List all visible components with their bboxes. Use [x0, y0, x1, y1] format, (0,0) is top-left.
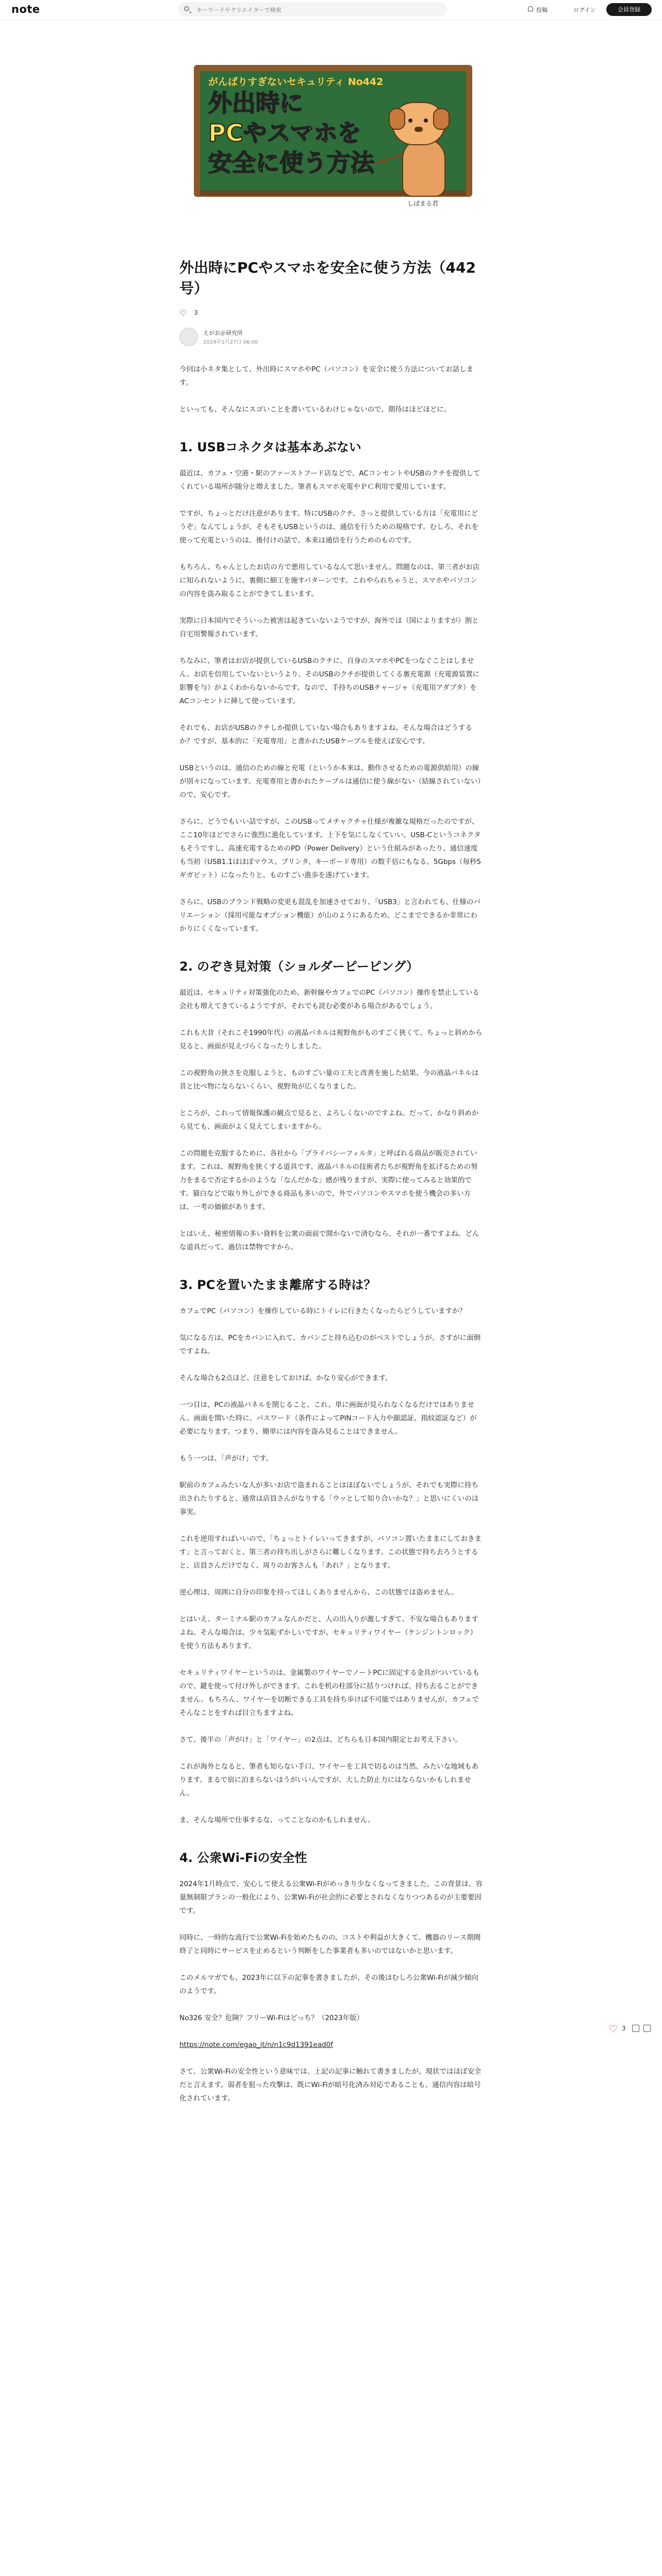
banner-line-2: PCやスマホを — [208, 119, 361, 147]
section-heading: 3. PCを置いたまま離席する時は？ — [179, 1278, 376, 1292]
section-paragraph: そんな場合も2点ほど、注意をしておけば、かなり安心ができます。 — [179, 1374, 392, 1382]
section-heading: 2. のぞき見対策（ショルダーピーピング） — [179, 959, 419, 974]
banner-line-3: 安全に使う方法 — [208, 149, 374, 177]
like-count: 3 — [194, 309, 198, 316]
section-paragraph: 逆心理は、周囲に自分の印象を持ってほしくありませんから、この状態では盗めません。 — [179, 1588, 458, 1597]
mascot-ear — [433, 108, 450, 130]
intro-paragraph: といっても、そんなにスゴいことを書いているわけじゃないので、期待はほどほどに。 — [179, 405, 451, 414]
post-link[interactable]: 投稿 — [536, 7, 548, 13]
search-input[interactable] — [195, 5, 440, 15]
mascot-nose — [415, 127, 423, 132]
like-heart-icon[interactable]: ♡ — [179, 308, 187, 318]
article-body — [179, 258, 483, 2119]
section-paragraph: この視野角の狭さを克服しようと、ものすごい量の工夫と改善を施した結果、今の液晶パネルは昔と比べ物にならないくらい、視野角が広くなりました。 — [179, 1069, 479, 1091]
signup-button[interactable]: 会員登録 — [606, 3, 652, 16]
section-paragraph: さて、後半の「声がけ」と「ワイヤー」の2点は、どちらも日本国内限定とお考え下さい。 — [179, 1736, 462, 1744]
section-paragraph: さらに、USBのブランド戦略の変更も混乱を加速させており、「USB3」と言われても、仕様のバリエーション（採用可能なオプション機能）が山のようにあるため、どこまでできるか非常にわかりにくくなっています。 — [179, 898, 481, 933]
section-paragraph: 一つ目は、PCの液晶パネルを閉じること。これ、単に画面が見られなくなるだけではありません。画面を開いた時に、パスワード（条件によってPINコード入力や顔認証、指紋認証など）が必要になります。つまり、簡単には内容を盗み見ることはできません。 — [179, 1401, 477, 1436]
section-paragraph: USBというのは、通信のための線と充電（というか本来は、動作させるための電源供給用）の線が別々になっています。充電専用と書かれたケーブルは通信に使う線がない（結線されていない）ので、安心です。 — [179, 764, 481, 799]
section-paragraph: もちろん、ちゃんとしたお店の方で悪用しているなんて思いません。問題なのは、第三者がお店に知られないように、裏側に細工を施すパターンです。これやられちゃうと、スマホやパソコンの内容を盗み取ることができてしまいます。 — [179, 563, 480, 598]
login-link[interactable]: ログイン — [573, 7, 596, 13]
section-paragraph: これが海外となると、筆者も知らない手口、ワイヤーを工具で切るのは当然、みたいな地域もあります。まるで宿に泊まらないほうがいいんですが、大した防止力にはならないかもしれません。 — [179, 1762, 479, 1798]
search-icon — [184, 6, 189, 11]
section-heading: 4. 公衆Wi-Fiの安全性 — [179, 1851, 307, 1865]
section-paragraph: ちなみに、筆者はお店が提供しているUSBのクチに、自身のスマホやPCをつなぐことはしません。お店を信用していないというより、そのUSBのクチが提供してくる裏充電源（充電源装置に影響を与）がよくわからないからです。なので、手持ちのUSBチャージャ（充電用アダプタ）をACコンセントに挿して使っています。 — [179, 657, 480, 705]
section-paragraph: このメルマガでも、2023年に以下の記事を書きましたが、その後はむしろ公衆Wi-Fiが減少傾向のようです。 — [179, 1974, 478, 1995]
section-paragraph: ですが、ちょっとだけ注意があります。特にUSBのクチ。さっと提供している方は「充電用にどうぞ」なんてしょうが、そもそもUSBというのは、通信を行うための規格です。むしろ、それを使って充電というのは、後付けの話で、本来は通信を行うためのものです。 — [179, 510, 479, 545]
section-heading: 1. USBコネクタは基本あぶない — [179, 440, 361, 454]
mascot-eye — [424, 118, 428, 123]
section-paragraph: カフェでPC（パソコン）を操作している時にトイレに行きたくなったらどうしていますか？ — [179, 1307, 466, 1315]
mascot-ear — [389, 108, 405, 130]
section-paragraph: ま、そんな場所で仕事するな、ってことなのかもしれません。 — [179, 1816, 375, 1824]
section-paragraph: 実際に日本国内でそういった被害は起きていないようですが、海外では（国によりますが）割と自宅用警報されています。 — [179, 617, 479, 638]
banner-subtitle: がんばりすぎないセキュリティ No442 — [208, 76, 384, 88]
section-paragraph: さらに、どうでもいい話ですが、このUSBってメチャクチャ仕様が複雑な規格だったのですが、ここ10年ほどでさらに強烈に進化しています。上下を気にしなくていい、USB-Cというコネクタもそうですし、高速充電するためのPD（Power Delivery）という仕組みがあったり、通信速度も当初（USB1.1はほぼマウス、プリンタ、キーボード専用）の数千倍にもなる、5Gbps（毎秒5ギガビット）になったりと、ものすごい進歩を遂げています。 — [179, 818, 482, 879]
eyecatch-image — [191, 61, 474, 210]
mascot-eye — [408, 118, 412, 123]
section-paragraph: セキュリティワイヤーというのは、金属製のワイヤーでノートPCに固定する金具がついているもので、鍵を使って付け外しができます。これを机の柱部分に括りつければ、持ち去ることができません。もちろん、ワイヤーを切断できる工具を持ち歩けば不可能ではありませんが、カフェでそんなことをすれば目立ちますよね。 — [179, 1669, 480, 1717]
article-link[interactable]: https://note.com/egao_it/n/n1c9d1391ead0f — [179, 2041, 333, 2049]
publish-date: 2024年1月27日 06:00 — [203, 340, 258, 345]
like-row — [179, 307, 483, 319]
section-paragraph: とはいえ、秘密情報の多い資料を公衆の面前で開かないで済むなら、それが一番ですよね。どんな道具だって、過信は禁物ですから。 — [179, 1230, 479, 1251]
mascot-body — [402, 138, 445, 197]
section-paragraph: これも大昔（それこそ1990年代）の液晶パネルは視野角がものすごく狭くて、ちょっと斜めから見ると、画面が見えづらくなったりしました。 — [179, 1029, 483, 1050]
avatar[interactable] — [179, 328, 198, 346]
top-navbar — [0, 0, 662, 20]
share-icon[interactable] — [643, 2025, 651, 2032]
article-title: 外出時にPCやスマホを安全に使う方法（442号） — [179, 259, 476, 297]
post-icon — [528, 6, 533, 11]
section-paragraph: 2024年1月時点で、安心して使える公衆Wi-Fiがめっきり少なくなってきました。この背景は、容量無制限プランの一般化により、公衆Wi-Fiが社会的に必要とされなくなりつつあるのが主要要因です。 — [179, 1880, 483, 1915]
section-paragraph: ところが、これって情報保護の観点で見ると、よろしくないのですよね。だって、かなり斜めから見ても、画面がよく見えてしまいますから。 — [179, 1109, 479, 1131]
section-paragraph: No326 安全？危険？フリーWi-Fiはどっち？（2023年版） — [179, 2014, 364, 2022]
comment-icon[interactable] — [632, 2025, 639, 2032]
section-paragraph: 同時に、一時的な流行で公衆Wi-Fiを始めたものの、コストや利益が大きくて、機器のリース期間終了と同時にサービスを止めるという判断をした事業者も多いのではないかと思います。 — [179, 1934, 481, 1955]
link-paragraph — [179, 2038, 483, 2052]
section-paragraph: これを逆用すればいいので、「ちょっとトイレいってきますが、パソコン置いたままにしておきます」と言っておくと、第三者の持ち出しがさらに難しくなります。この状態で持ち去ろうとすると、店員さんだけでなく、周りのお客さんも「あれ？」となります。 — [179, 1535, 482, 1570]
section-paragraph: この問題を克服するために、各社から「プライバシーフィルタ」と呼ばれる商品が販売されています。これは、視野角を狭くする道具です。液晶パネルの技術者たちが視野角を拡げるための努力をまるで否定するかのような「なんだかな」感が残りますが、実際に使ってみると効果的です。猫白などで取り外しができる商品も多いので、外でパソコンやスマホを使う機会の多い方は、一考の価値があります。 — [179, 1149, 478, 1211]
note-logo[interactable]: note — [11, 3, 40, 15]
section-paragraph: 駅前のカフェみたいな人が多いお店で盗まれることはほぼないでしょうが、それでも実際に持ち出されたりすると、通常は店員さんがなりする「ウッとして知り合いかな？」と思いにくいのは事実。 — [179, 1481, 479, 1516]
like-heart-icon[interactable]: ♡ — [608, 2023, 618, 2035]
section-paragraph: それでも、お店がUSBのクチしか提供していない場合もありますよね。そんな場合はどうするか？ですが、基本的に「充電専用」と書かれたUSBケーブルを使えば安心です。 — [179, 724, 472, 745]
section-paragraph: さて、公衆Wi-Fiの安全性という意味では、上記の記事に触れて書きましたが、現状ではほぼ安全だと言えます。弱者を狙った攻撃は、既にWi-Fiが暗号化済み対応であることも、通信内容は暗号化されています。 — [179, 2067, 482, 2103]
mascot-head-icon — [392, 102, 445, 145]
section-paragraph: 最近は、カフェ・空港・駅のファーストフード店などで、ACコンセントやUSBのクチを提供してくれている場所が随分と増えました。筆者もスマホ充電やＰＣ利用で愛用しています。 — [179, 469, 481, 491]
section-paragraph: 気になる方は、PCをカバンに入れて、カバンごと持ち込むのがベストでしょうが、さすがに面倒ですよね。 — [179, 1334, 481, 1355]
section-paragraph: とはいえ、ターミナル駅のカフェなんかだと、人の出入りが激しすぎて、不安な場合もありますよね。そんな場合は、少々気恥ずかしいですが、セキュリティワイヤー（ケンジントンロック）を使う方法もあります。 — [179, 1615, 478, 1650]
article-content — [179, 363, 483, 2105]
section-paragraph: 最近は、セキュリティ対策強化のため、新幹線やカフェでのPC（パソコン）操作を禁止している会社も増えてきているようですが、それでも読む必要がある場合があるでしょう。 — [179, 989, 479, 1010]
intro-paragraph: 今回は小ネタ集として、外出時にスマホやPC（パソコン）を安全に使う方法についてお話します。 — [179, 365, 473, 387]
author-block — [179, 327, 483, 347]
banner-signature: しばまる君 — [407, 200, 439, 207]
search-box[interactable] — [178, 3, 446, 16]
banner-line-1: 外出時に — [208, 89, 303, 117]
section-paragraph: もう一つは、「声がけ」です。 — [179, 1454, 273, 1463]
floating-like-count: 3 — [622, 2025, 626, 2032]
floating-reaction-rail — [608, 2023, 655, 2035]
author-name[interactable]: えがお＠研究所 — [203, 330, 243, 336]
